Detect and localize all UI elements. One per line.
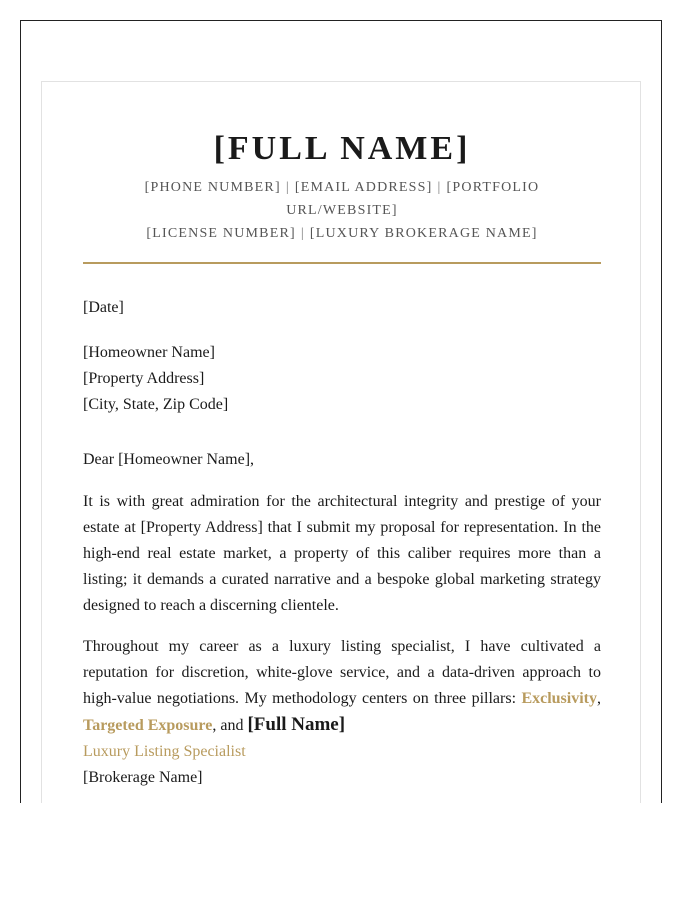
letter-content (83, 82, 601, 791)
letter-date: [Date] (83, 299, 124, 316)
signature-name: [Full Name] (247, 714, 346, 735)
license-number: [LICENSE NUMBER] (146, 226, 296, 241)
pillar-exclusivity: Exclusivity (521, 690, 597, 707)
contact-line-2 (83, 199, 601, 222)
salutation: Dear [Homeowner Name], (83, 451, 255, 468)
separator: | (437, 180, 442, 195)
recipient-city: [City, State, Zip Code] (83, 396, 229, 413)
contact-info (83, 176, 601, 245)
full-name-heading: [FULL NAME] (213, 130, 471, 167)
pillar-targeted-exposure: Targeted Exposure (83, 717, 213, 734)
paragraph-2-text: Throughout my career as a luxury listing specialist, I have cultivated a reputation for discretion, white-glove service, and a data-driven approach to high-value negotiations. My methodology centers on three pillars: (83, 638, 601, 707)
signature-title: Luxury Listing Specialist (83, 743, 246, 760)
document-viewport (20, 20, 662, 803)
contact-line-3 (83, 222, 601, 245)
portfolio-url-part1: [PORTFOLIO (446, 180, 540, 195)
recipient-name: [Homeowner Name] (83, 344, 215, 361)
signature-brokerage: [Brokerage Name] (83, 769, 203, 786)
email-address: [EMAIL ADDRESS] (294, 180, 433, 195)
contact-line-1 (83, 176, 601, 199)
letter-page (41, 81, 641, 803)
phone-number: [PHONE NUMBER] (144, 180, 281, 195)
recipient-address: [Property Address] (83, 370, 205, 387)
gold-divider (83, 262, 601, 264)
separator: | (285, 180, 290, 195)
separator: | (300, 226, 305, 241)
recipient-block (83, 340, 601, 418)
paragraph-2 (83, 634, 601, 791)
and-text: , and (212, 717, 248, 734)
comma: , (597, 690, 601, 707)
portfolio-url-part2: URL/WEBSITE] (286, 203, 398, 218)
paragraph-1: It is with great admiration for the architectural integrity and prestige of your estate at [Property Address] that I submit my proposal for representation. In the high-end real estate market, a property of this caliber requires more than a listing; it demands a curated narrative and a bespoke global marketing strategy designed to reach a discerning clientele. (83, 493, 601, 614)
brokerage-name: [LUXURY BROKERAGE NAME] (309, 226, 538, 241)
